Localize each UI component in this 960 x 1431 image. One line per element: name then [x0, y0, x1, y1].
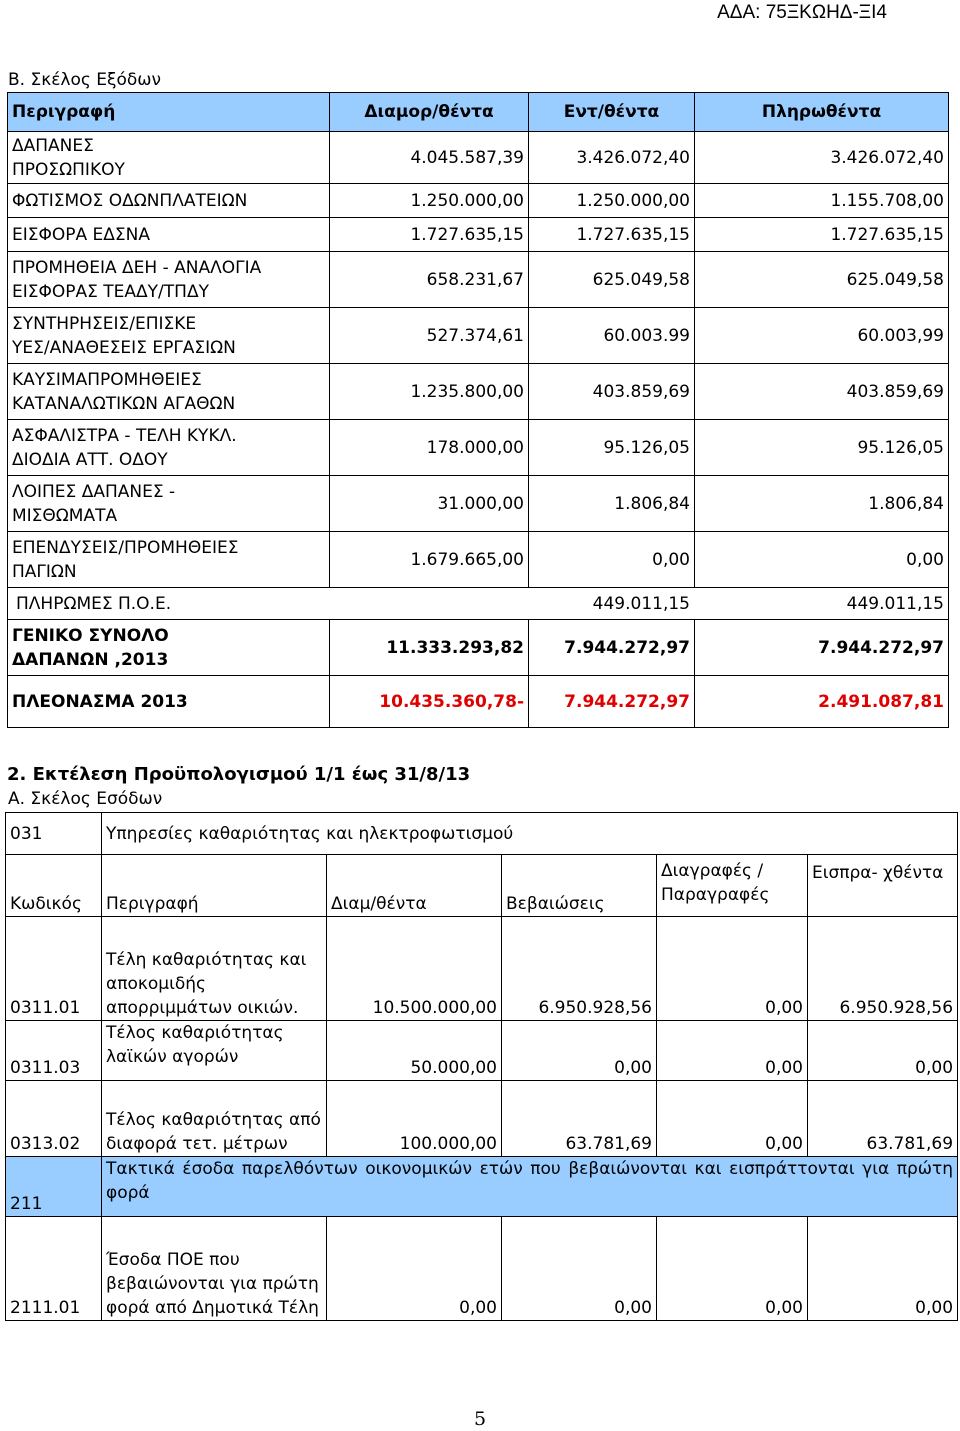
total-label-line1: ΓΕΝΙΚΟ ΣΥΝΟΛΟ — [12, 625, 169, 646]
header-code: Κωδικός — [6, 855, 102, 917]
expense-committed: 625.049,58 — [529, 252, 695, 308]
expense-description-line2: ΕΙΣΦΟΡΑΣ ΤΕΑΔΥ/ΤΠΔΥ — [12, 281, 209, 302]
expense-description-line1: ΣΥΝΤΗΡΗΣΕΙΣ/ΕΠΙΣΚΕ — [12, 313, 197, 334]
row-diam: 10.500.000,00 — [327, 917, 502, 1021]
row-veb: 6.950.928,56 — [502, 917, 657, 1021]
section-expenses-title: Β. Σκέλος Εξόδων — [8, 70, 162, 90]
revenue-row — [6, 1021, 958, 1081]
expense-committed: 1.250.000,00 — [529, 184, 695, 218]
expense-allocated: 1.250.000,00 — [330, 184, 529, 218]
total-allocated: 11.333.293,82 — [330, 620, 529, 676]
expense-description-line1: ΑΣΦΑΛΙΣΤΡΑ - ΤΕΛΗ ΚΥΚΛ. — [12, 425, 237, 446]
revenue-group-row — [6, 813, 958, 855]
row-eisp: 0,00 — [808, 1217, 958, 1321]
expense-description — [8, 364, 330, 420]
row-desc: Έσοδα ΠΟΕ που βεβαιώνονται για πρώτη φορά από Δημοτικά Τέλη — [102, 1217, 327, 1321]
expense-allocated: 178.000,00 — [330, 420, 529, 476]
expense-committed: 0,00 — [529, 532, 695, 588]
surplus-label: ΠΛΕΟΝΑΣΜΑ 2013 — [8, 676, 330, 728]
header-diag: Διαγραφές / Παραγραφές — [657, 855, 808, 917]
group2-code: 211 — [6, 1157, 102, 1217]
expense-row — [8, 252, 949, 308]
total-paid: 7.944.272,97 — [695, 620, 949, 676]
row-code: 2111.01 — [6, 1217, 102, 1321]
expense-row — [8, 218, 949, 252]
row-desc: Τέλος καθαριότητας λαϊκών αγορών — [102, 1021, 327, 1081]
expense-description-line1: ΚΑΥΣΙΜΑΠΡΟΜΗΘΕΙΕΣ — [12, 369, 202, 390]
row-code: 0311.01 — [6, 917, 102, 1021]
group-code: 031 — [6, 813, 102, 855]
expense-committed: 95.126,05 — [529, 420, 695, 476]
expense-allocated: 1.235.800,00 — [330, 364, 529, 420]
header-committed: Εντ/θέντα — [529, 93, 695, 132]
expense-paid: 95.126,05 — [695, 420, 949, 476]
expense-description-line2: ΚΑΤΑΝΑΛΩΤΙΚΩΝ ΑΓΑΘΩΝ — [12, 393, 236, 414]
expense-row — [8, 476, 949, 532]
expense-description-line1: ΕΠΕΝΔΥΣΕΙΣ/ΠΡΟΜΗΘΕΙΕΣ — [12, 537, 239, 558]
row-desc: Τέλη καθαριότητας και αποκομιδής απορριμμάτων οικιών. — [102, 917, 327, 1021]
total-label — [8, 620, 330, 676]
surplus-committed: 7.944.272,97 — [529, 676, 695, 728]
expense-description-line1: ΛΟΙΠΕΣ ΔΑΠΑΝΕΣ - — [12, 481, 176, 502]
expense-description — [8, 420, 330, 476]
header-desc: Περιγραφή — [102, 855, 327, 917]
revenue-table — [5, 812, 958, 1321]
expenses-table — [7, 92, 949, 728]
expense-row — [8, 420, 949, 476]
expense-paid: 403.859,69 — [695, 364, 949, 420]
header-allocated: Διαμορ/θέντα — [330, 93, 529, 132]
poe-committed: 449.011,15 — [529, 588, 695, 620]
revenue-row — [6, 1217, 958, 1321]
surplus-row — [8, 676, 949, 728]
row-eisp: 6.950.928,56 — [808, 917, 958, 1021]
header-veb: Βεβαιώσεις — [502, 855, 657, 917]
expense-paid: 1.806,84 — [695, 476, 949, 532]
expense-paid: 625.049,58 — [695, 252, 949, 308]
expense-row — [8, 132, 949, 184]
expense-description-line2: ΔΙΟΔΙΑ ΑΤΤ. ΟΔΟΥ — [12, 449, 168, 470]
expense-committed: 1.806,84 — [529, 476, 695, 532]
surplus-allocated: 10.435.360,78- — [330, 676, 529, 728]
page-number: 5 — [473, 1408, 487, 1430]
expense-description — [8, 184, 330, 218]
poe-paid: 449.011,15 — [695, 588, 949, 620]
group-title: Υπηρεσίες καθαριότητας και ηλεκτροφωτισμού — [102, 813, 958, 855]
row-diag: 0,00 — [657, 1217, 808, 1321]
surplus-paid: 2.491.087,81 — [695, 676, 949, 728]
row-veb: 63.781,69 — [502, 1081, 657, 1157]
row-diam: 50.000,00 — [327, 1021, 502, 1081]
total-committed: 7.944.272,97 — [529, 620, 695, 676]
header-diam: Διαμ/θέντα — [327, 855, 502, 917]
revenue-row — [6, 1081, 958, 1157]
expense-description — [8, 218, 330, 252]
expense-description-line1: ΠΡΟΜΗΘΕΙΑ ΔΕΗ - ΑΝΑΛΟΓΙΑ — [12, 257, 262, 278]
row-desc: Τέλος καθαριότητας από διαφορά τετ. μέτρων — [102, 1081, 327, 1157]
header-eisp: Εισπρα- χθέντα — [808, 855, 958, 917]
expense-description-line1: ΔΑΠΑΝΕΣ — [12, 135, 94, 156]
poe-label: ΠΛΗΡΩΜΕΣ Π.Ο.Ε. — [8, 588, 330, 620]
row-code: 0313.02 — [6, 1081, 102, 1157]
expense-description — [8, 132, 330, 184]
expense-description-line2: ΥΕΣ/ΑΝΑΘΕΣΕΙΣ ΕΡΓΑΣΙΩΝ — [12, 337, 236, 358]
row-veb: 0,00 — [502, 1217, 657, 1321]
section-2-heading: 2. Εκτέλεση Προϋπολογισμού 1/1 έως 31/8/13 — [7, 764, 471, 785]
expense-allocated: 658.231,67 — [330, 252, 529, 308]
expense-allocated: 31.000,00 — [330, 476, 529, 532]
row-eisp: 63.781,69 — [808, 1081, 958, 1157]
expense-row — [8, 184, 949, 218]
expense-row — [8, 532, 949, 588]
expense-committed: 60.003.99 — [529, 308, 695, 364]
row-diam: 100.000,00 — [327, 1081, 502, 1157]
expense-description-line1: ΕΙΣΦΟΡΑ ΕΔΣΝΑ — [12, 224, 151, 245]
poe-empty — [330, 588, 529, 620]
expense-description-line2: ΜΙΣΘΩΜΑΤΑ — [12, 505, 118, 526]
revenue-group2-row — [6, 1157, 958, 1217]
row-eisp: 0,00 — [808, 1021, 958, 1081]
expense-description — [8, 252, 330, 308]
row-diag: 0,00 — [657, 917, 808, 1021]
header-description: Περιγραφή — [8, 93, 330, 132]
expense-allocated: 527.374,61 — [330, 308, 529, 364]
header-paid: Πληρωθέντα — [695, 93, 949, 132]
expense-committed: 1.727.635,15 — [529, 218, 695, 252]
total-label-line2: ΔΑΠΑΝΩΝ ,2013 — [12, 649, 169, 670]
expense-description-line2: ΠΡΟΣΩΠΙΚΟΥ — [12, 159, 125, 180]
expense-committed: 3.426.072,40 — [529, 132, 695, 184]
row-diam: 0,00 — [327, 1217, 502, 1321]
expense-row — [8, 308, 949, 364]
row-diag: 0,00 — [657, 1081, 808, 1157]
expense-description — [8, 476, 330, 532]
expense-paid: 1.155.708,00 — [695, 184, 949, 218]
section-revenue-title: Α. Σκέλος Εσόδων — [8, 789, 163, 809]
expense-row — [8, 364, 949, 420]
expenses-header-row — [8, 93, 949, 132]
revenue-row — [6, 917, 958, 1021]
expense-paid: 1.727.635,15 — [695, 218, 949, 252]
expense-description-line1: ΦΩΤΙΣΜΟΣ ΟΔΩΝΠΛΑΤΕΙΩΝ — [12, 190, 248, 211]
ada-code: ΑΔΑ: 75ΞΚΩΗΔ-ΞΙ4 — [717, 2, 887, 23]
expense-paid: 0,00 — [695, 532, 949, 588]
poe-row — [8, 588, 949, 620]
expense-committed: 403.859,69 — [529, 364, 695, 420]
expense-paid: 60.003,99 — [695, 308, 949, 364]
row-diag: 0,00 — [657, 1021, 808, 1081]
expense-allocated: 4.045.587,39 — [330, 132, 529, 184]
expense-allocated: 1.679.665,00 — [330, 532, 529, 588]
revenue-header-row — [6, 855, 958, 917]
group2-title: Τακτικά έσοδα παρελθόντων οικονομικών ετών που βεβαιώνονται και εισπράττονται για πρώτη φορά — [102, 1157, 958, 1217]
expense-allocated: 1.727.635,15 — [330, 218, 529, 252]
row-code: 0311.03 — [6, 1021, 102, 1081]
total-row — [8, 620, 949, 676]
expense-description — [8, 308, 330, 364]
expense-paid: 3.426.072,40 — [695, 132, 949, 184]
row-veb: 0,00 — [502, 1021, 657, 1081]
expense-description-line2: ΠΑΓΙΩΝ — [12, 561, 77, 582]
expense-description — [8, 532, 330, 588]
